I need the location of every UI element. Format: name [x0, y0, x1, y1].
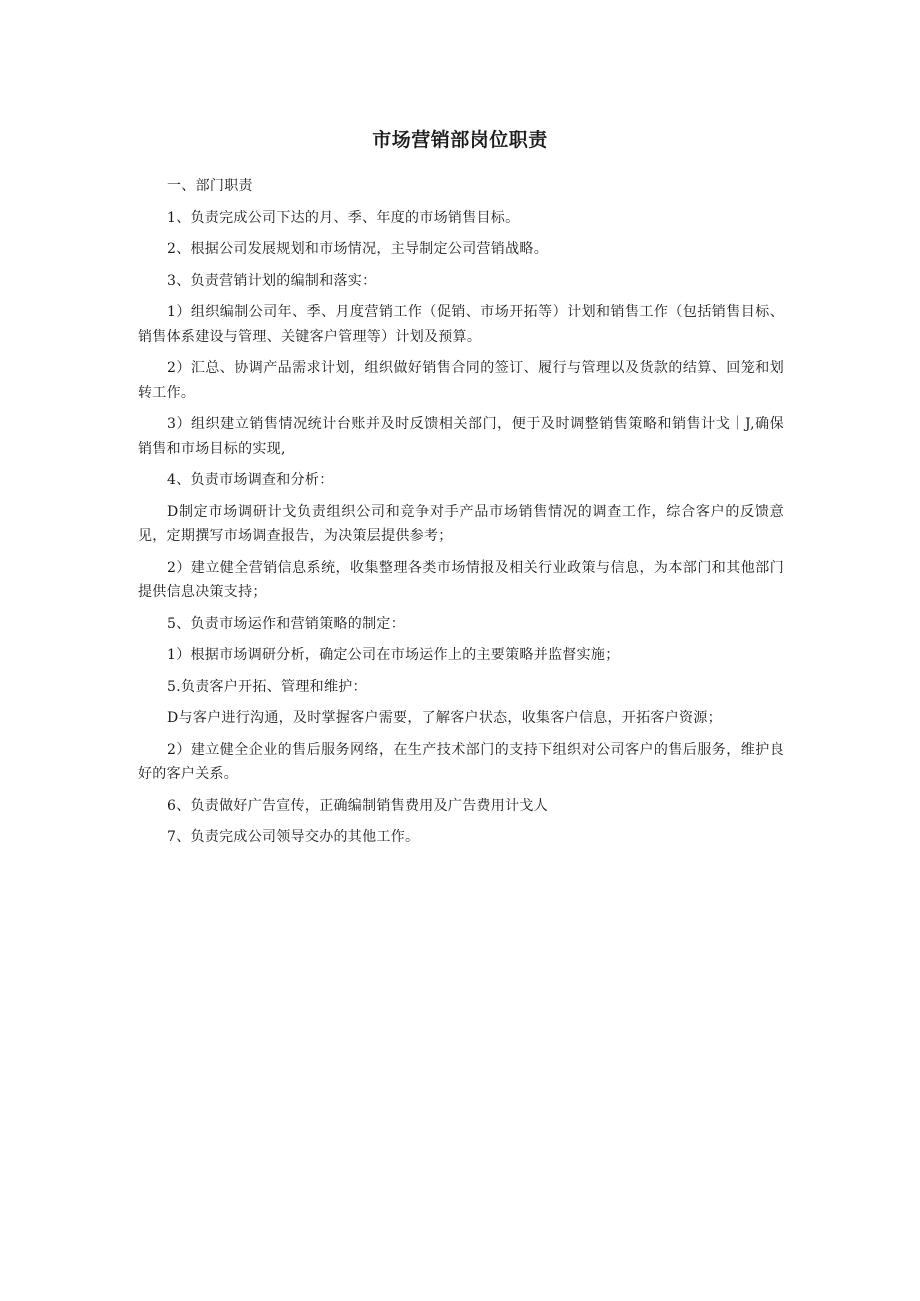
document-body	[138, 174, 784, 857]
duty-item-3-sub-3: 3）组织建立销售情况统计台账并及时反馈相关部门，便于及时调整销售策略和销售计戈｜J,确保销售和市场目标的实现,	[138, 416, 784, 457]
duty-item-5b-sub-1: D与客户进行沟通，及时掌握客户需要，了解客户状态，收集客户信息，开拓客户资源；	[167, 710, 722, 726]
duty-item-5: 5、负责市场运作和营销策略的制定：	[167, 615, 406, 632]
duty-item-3-sub-1: 1）组织编制公司年、季、月度营销工作（促销、市场开拓等）计划和销售工作（包括销售目标、销售体系建设与管理、关键客户管理等）计划及预算。	[138, 304, 784, 345]
document-title: 市场营销部岗位职责	[372, 129, 548, 151]
duty-item-1: 1、负责完成公司下达的月、季、年度的市场销售目标。	[167, 209, 520, 226]
section-heading-department-duties: 一、部门职责	[167, 178, 253, 194]
duty-item-3-sub-2: 2）汇总、协调产品需求计划，组织做好销售合同的签订、履行与管理以及货款的结算、回笼和划转工作。	[138, 360, 784, 401]
duty-item-3: 3、负责营销计划的编制和落实：	[167, 272, 377, 289]
duty-item-4: 4、负责市场调查和分析：	[167, 472, 334, 488]
duty-item-5b: 5.负责客户开拓、管理和维护：	[167, 678, 367, 695]
duty-item-5-sub-1: 1）根据市场调研分析，确定公司在市场运作上的主要策略并监督实施；	[167, 647, 620, 663]
duty-item-4-sub-2: 2）建立健全营销信息系统，收集整理各类市场情报及相关行业政策与信息，为本部门和其他部门提供信息决策支持；	[138, 559, 784, 600]
duty-item-5b-sub-2: 2）建立健全企业的售后服务网络，在生产技术部门的支持下组织对公司客户的售后服务，维护良好的客户关系。	[138, 741, 784, 782]
duty-item-7: 7、负责完成公司领导交办的其他工作。	[167, 829, 420, 845]
duty-item-4-sub-1: D制定市场调研计戈负责组织公司和竞争对手产品市场销售情况的调查工作，综合客户的反馈意见，定期撰写市场调查报告，为决策层提供参考；	[138, 503, 784, 544]
duty-item-6: 6、负责做好广告宣传，正确编制销售费用及广告费用计戈人	[167, 797, 549, 814]
duty-item-2: 2、根据公司发展规划和市场情况，主导制定公司营销战略。	[167, 241, 549, 257]
